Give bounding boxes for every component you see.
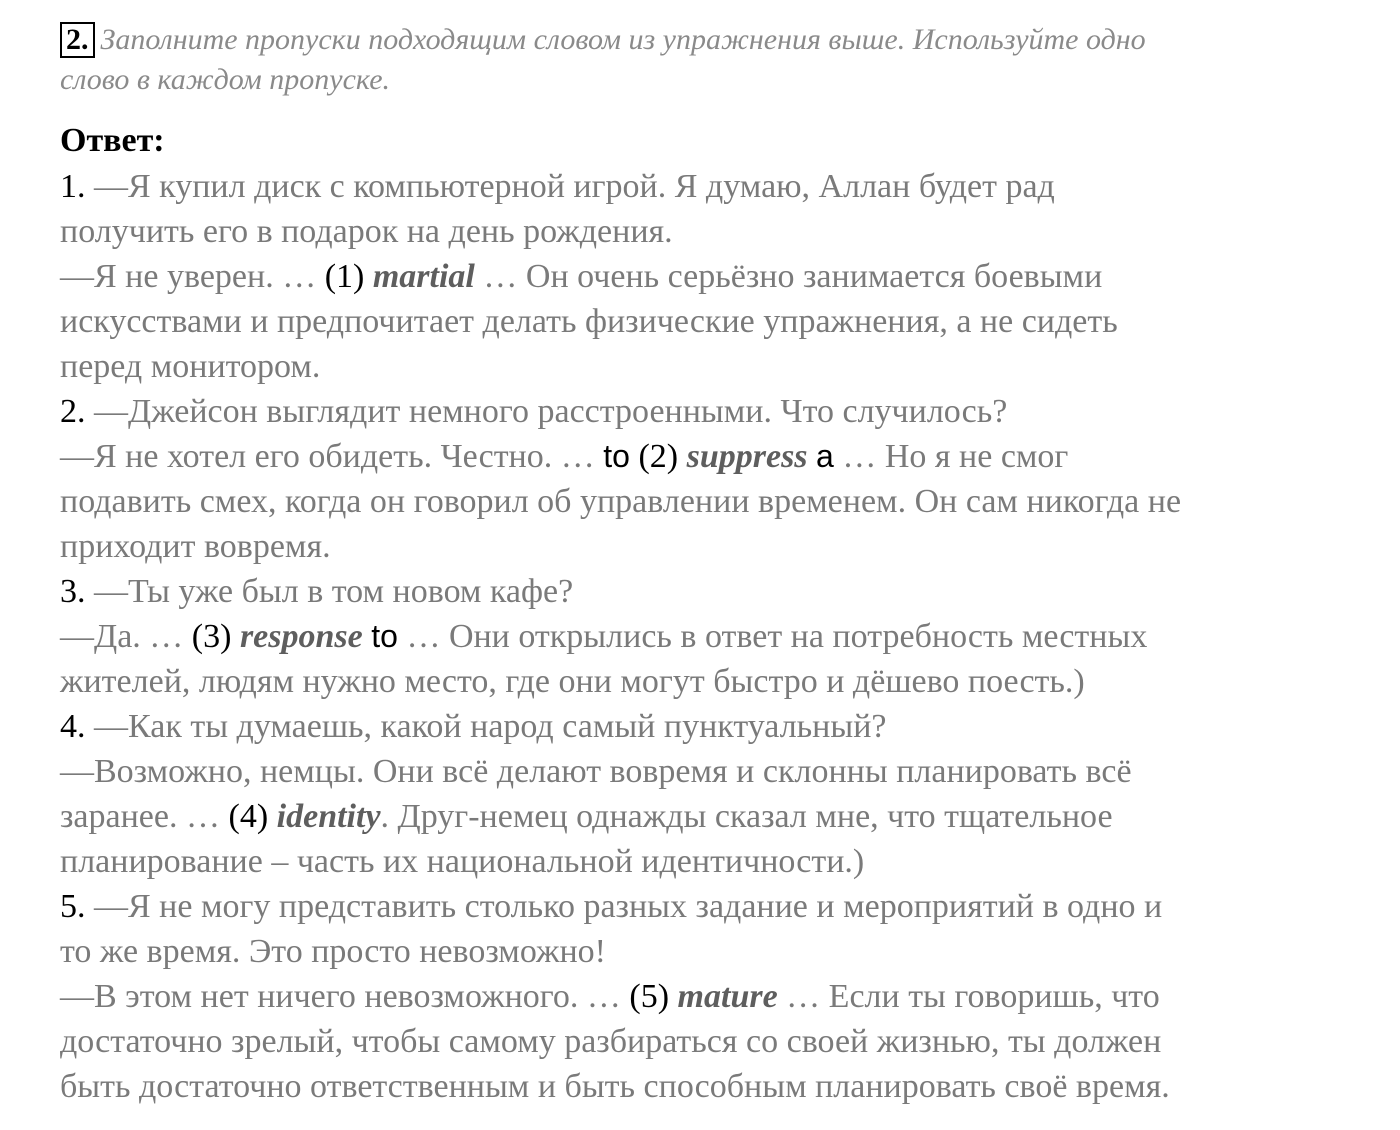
gap-number: (3): [191, 618, 232, 655]
item-4-line-2: —Возможно, немцы. Они всё делают вовремя и склонны планировать всё: [60, 753, 1132, 790]
item-5-line-3: —В этом нет ничего невозможного. … (5) mature … Если ты говоришь, что: [60, 978, 1160, 1015]
item-2-line-1: 2. —Джейсон выглядит немного расстроенными. Что случилось?: [60, 393, 1008, 430]
item-2-line-4: приходит вовремя.: [60, 528, 331, 565]
item-1-line-2: получить его в подарок на день рождения.: [60, 213, 673, 250]
gap-number: (1): [324, 258, 365, 295]
item-4-line-4: планирование – часть их национальной идентичности.): [60, 843, 865, 880]
item-3-line-1: 3. —Ты уже был в том новом кафе?: [60, 573, 574, 610]
item-1-line-5: перед монитором.: [60, 348, 321, 385]
item-2-line-2: —Я не хотел его обидеть. Честно. … to (2) suppress a … Но я не смог: [60, 438, 1069, 475]
gap-answer: martial: [372, 258, 475, 295]
item-5-line-2: то же время. Это просто невозможно!: [60, 933, 606, 970]
page: [60, 20, 1380, 1109]
item-1-line-3: —Я не уверен. … (1) martial … Он очень серьёзно занимается боевыми: [60, 258, 1103, 295]
item-number: 4.: [60, 708, 86, 745]
item-4-line-1: 4. —Как ты думаешь, какой народ самый пунктуальный?: [60, 708, 887, 745]
item-5-line-4: достаточно зрелый, чтобы самому разбираться со своей жизнью, ты должен: [60, 1023, 1162, 1060]
instruction-line-2: слово в каждом пропуске.: [60, 63, 391, 96]
gap-answer: identity: [276, 798, 381, 835]
item-4-line-3: заранее. … (4) identity. Друг-немец однажды сказал мне, что тщательное: [60, 798, 1113, 835]
item-3-line-2: —Да. … (3) response to … Они открылись в ответ на потребность местных: [60, 618, 1148, 655]
item-number: 3.: [60, 573, 86, 610]
item-number: 5.: [60, 888, 86, 925]
item-5-line-1: 5. —Я не могу представить столько разных задание и мероприятий в одно и: [60, 888, 1163, 925]
item-5-line-5: быть достаточно ответственным и быть способным планировать своё время.: [60, 1068, 1170, 1105]
item-number: 2.: [60, 393, 86, 430]
gap-answer: suppress: [686, 438, 808, 475]
gap-number: (5): [629, 978, 670, 1015]
task-instruction: [60, 20, 1380, 100]
item-1-line-1: 1. —Я купил диск с компьютерной игрой. Я думаю, Аллан будет рад: [60, 168, 1055, 205]
instruction-line-1: Заполните пропуски подходящим словом из упражнения выше. Используйте одно: [100, 23, 1146, 56]
item-3-line-3: жителей, людям нужно место, где они могут быстро и дёшево поесть.): [60, 663, 1085, 700]
gap-answer: mature: [677, 978, 778, 1015]
word-after-gap: a: [816, 438, 834, 474]
gap-number: (2): [638, 438, 679, 475]
item-number: 1.: [60, 168, 86, 205]
answer-heading: Ответ:: [60, 122, 165, 159]
gap-answer: response: [239, 618, 363, 655]
word-after-gap: to: [371, 618, 398, 654]
gap-number: (4): [228, 798, 269, 835]
answers-block: [60, 164, 1370, 1109]
task-number-badge: 2.: [60, 22, 95, 58]
item-1-line-4: искусствами и предпочитает делать физические упражнения, а не сидеть: [60, 303, 1118, 340]
item-2-line-3: подавить смех, когда он говорил об управлении временем. Он сам никогда не: [60, 483, 1182, 520]
word-before-gap: to: [603, 438, 630, 474]
